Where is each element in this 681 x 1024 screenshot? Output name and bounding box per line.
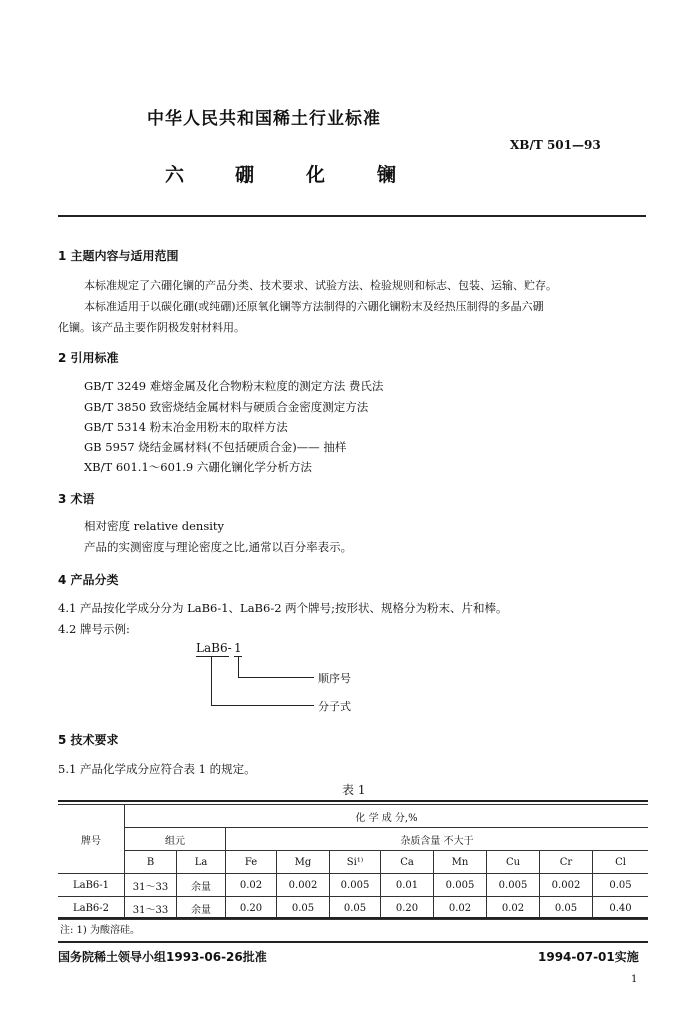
page-number: 1 bbox=[631, 974, 638, 985]
clause-5-1: 5.1 产品化学成分应符合表 1 的规定。 bbox=[58, 762, 256, 776]
title-char: 硼 bbox=[235, 164, 255, 186]
title-char: 六 bbox=[165, 164, 185, 186]
clause-4-2: 4.2 牌号示例: bbox=[58, 622, 130, 636]
underline-prefix bbox=[196, 656, 229, 657]
leader-seq-vertical bbox=[238, 657, 239, 677]
reference-item: GB/T 5314 粉末冶金用粉末的取样方法 bbox=[84, 420, 288, 434]
value-cell: 0.40 bbox=[593, 897, 649, 920]
value-cell: 0.002 bbox=[540, 874, 593, 897]
value-cell: 0.05 bbox=[540, 897, 593, 920]
section-1-heading: 1 主题内容与适用范围 bbox=[58, 249, 179, 263]
value-cell: 余量 bbox=[177, 874, 226, 897]
column-header: Ca bbox=[381, 851, 434, 874]
column-header: Cr bbox=[540, 851, 593, 874]
table-note: 注: 1) 为酸溶硅。 bbox=[60, 925, 140, 936]
label-molecular-formula: 分子式 bbox=[318, 700, 351, 713]
column-header: Mg bbox=[277, 851, 330, 874]
label-sequence-number: 顺序号 bbox=[318, 672, 351, 685]
approval-line: 国务院稀土领导小组1993-06-26批准 bbox=[58, 950, 267, 964]
implementation-date: 1994-07-01实施 bbox=[538, 950, 639, 964]
value-cell: 0.005 bbox=[487, 874, 540, 897]
composition-header: 化 学 成 分,% bbox=[125, 805, 649, 828]
grade-code-prefix: LaB6- bbox=[196, 641, 232, 655]
section-5-heading: 5 技术要求 bbox=[58, 733, 119, 747]
reference-item: GB/T 3249 难熔金属及化合物粉末粒度的测定方法 费氏法 bbox=[84, 379, 384, 393]
leader-formula-horizontal bbox=[211, 705, 314, 706]
title-char: 化 bbox=[306, 164, 326, 186]
grade-cell: LaB6-1 bbox=[58, 874, 125, 897]
value-cell: 31～33 bbox=[125, 874, 177, 897]
value-cell: 0.002 bbox=[277, 874, 330, 897]
component-group-header: 组元 bbox=[125, 828, 226, 851]
column-header: Cl bbox=[593, 851, 649, 874]
value-cell: 余量 bbox=[177, 897, 226, 920]
header-rule bbox=[58, 215, 646, 217]
section-1-para-1: 本标准规定了六硼化镧的产品分类、技术要求、试验方法、检验规则和标志、包装、运输、贮存。 bbox=[84, 279, 557, 292]
value-cell: 0.02 bbox=[226, 874, 277, 897]
term-definition: 产品的实测密度与理论密度之比,通常以百分率表示。 bbox=[84, 540, 353, 554]
value-cell: 0.005 bbox=[434, 874, 487, 897]
table-row bbox=[58, 874, 648, 897]
value-cell: 0.05 bbox=[330, 897, 381, 920]
term-entry: 相对密度 relative density bbox=[84, 519, 225, 533]
value-cell: 0.01 bbox=[381, 874, 434, 897]
column-header: Si¹⁾ bbox=[330, 851, 381, 874]
grade-code-suffix: 1 bbox=[234, 641, 242, 655]
value-cell: 0.02 bbox=[487, 897, 540, 920]
value-cell: 31～33 bbox=[125, 897, 177, 920]
value-cell: 0.20 bbox=[381, 897, 434, 920]
leader-seq-horizontal bbox=[238, 677, 314, 678]
grade-cell: LaB6-2 bbox=[58, 897, 125, 920]
reference-item: GB 5957 烧结金属材料(不包括硬质合金)—— 抽样 bbox=[84, 440, 347, 454]
reference-item: XB/T 601.1～601.9 六硼化镧化学分析方法 bbox=[84, 460, 312, 474]
chemical-composition-table bbox=[58, 804, 648, 920]
grade-column-header: 牌号 bbox=[58, 805, 125, 874]
standard-number: XB/T 501—93 bbox=[510, 138, 601, 152]
section-3-heading: 3 术语 bbox=[58, 492, 95, 506]
column-header: Mn bbox=[434, 851, 487, 874]
table-top-rule bbox=[58, 800, 648, 802]
section-2-heading: 2 引用标准 bbox=[58, 351, 119, 365]
value-cell: 0.20 bbox=[226, 897, 277, 920]
value-cell: 0.005 bbox=[330, 874, 381, 897]
impurity-group-header: 杂质含量 不大于 bbox=[226, 828, 649, 851]
section-4-heading: 4 产品分类 bbox=[58, 573, 119, 587]
column-header: Cu bbox=[487, 851, 540, 874]
leader-formula-vertical bbox=[211, 657, 212, 705]
table-caption: 表 1 bbox=[342, 783, 366, 797]
section-1-para-2-cont: 化镧。该产品主要作阴极发射材料用。 bbox=[58, 321, 245, 334]
section-1-para-2: 本标准适用于以碳化硼(或纯硼)还原氧化镧等方法制得的六硼化镧粉末及经热压制得的多晶六硼 bbox=[84, 300, 544, 313]
org-title: 中华人民共和国稀土行业标准 bbox=[147, 109, 381, 129]
column-header: Fe bbox=[226, 851, 277, 874]
column-header: B bbox=[125, 851, 177, 874]
title-char: 镧 bbox=[377, 164, 397, 186]
value-cell: 0.02 bbox=[434, 897, 487, 920]
clause-4-1: 4.1 产品按化学成分分为 LaB6-1、LaB6-2 两个牌号;按形状、规格分为粉末、片和棒。 bbox=[58, 601, 508, 615]
value-cell: 0.05 bbox=[277, 897, 330, 920]
footer-rule bbox=[58, 941, 648, 943]
column-header: La bbox=[177, 851, 226, 874]
value-cell: 0.05 bbox=[593, 874, 649, 897]
reference-item: GB/T 3850 致密烧结金属材料与硬质合金密度测定方法 bbox=[84, 400, 369, 414]
table-bottom-rule bbox=[58, 917, 648, 919]
